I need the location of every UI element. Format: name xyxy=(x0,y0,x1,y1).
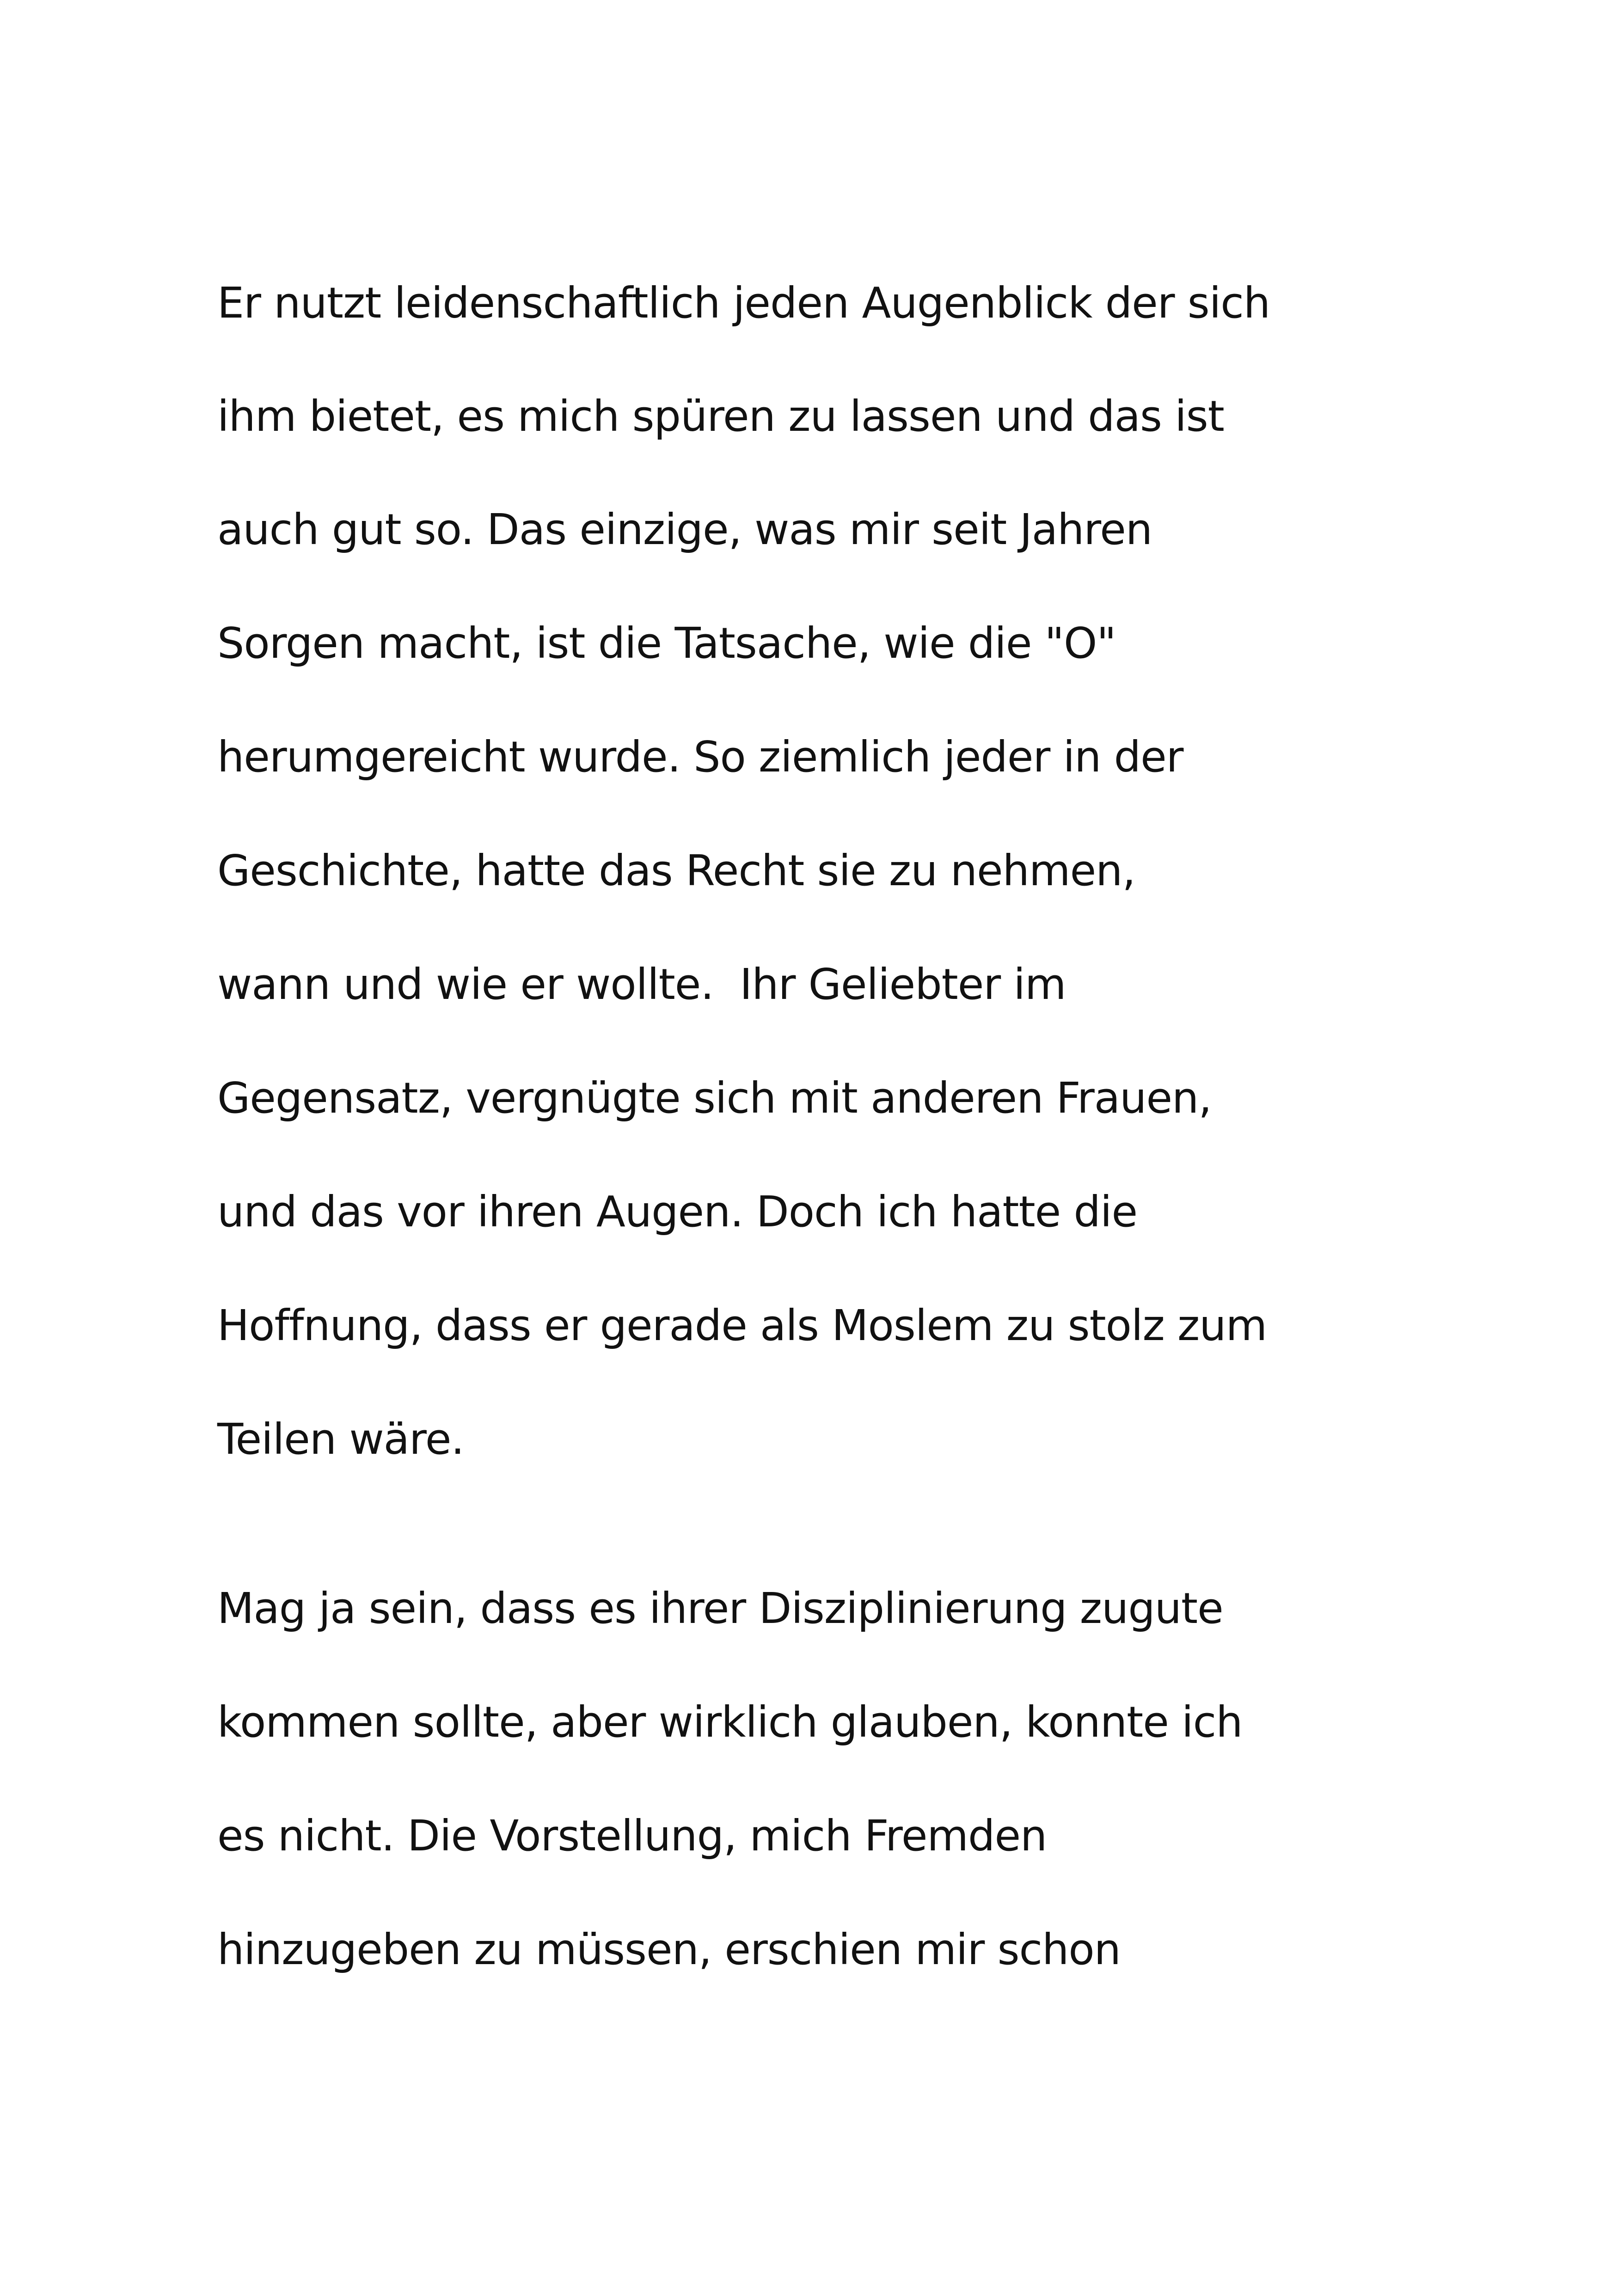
text-line: Hoffnung, dass er gerade als Moslem zu stolz zum xyxy=(217,1301,1267,1350)
text-line: Er nutzt leidenschaftlich jeden Augenblick der sich xyxy=(217,278,1270,328)
text-line: hinzugeben zu müssen, erschien mir schon xyxy=(217,1925,1121,1974)
text-line: und das vor ihren Augen. Doch ich hatte die xyxy=(217,1187,1138,1237)
text-line: Sorgen macht, ist die Tatsache, wie die "O" xyxy=(217,618,1116,668)
text-line: Mag ja sein, dass es ihrer Disziplinierung zugute xyxy=(217,1584,1223,1633)
text-line: Geschichte, hatte das Recht sie zu nehmen, xyxy=(217,846,1135,895)
text-line: ihm bietet, es mich spüren zu lassen und das ist xyxy=(217,392,1224,441)
text-line: Teilen wäre. xyxy=(217,1414,464,1464)
text-line: es nicht. Die Vorstellung, mich Fremden xyxy=(217,1811,1047,1861)
text-line: kommen sollte, aber wirklich glauben, konnte ich xyxy=(217,1697,1243,1747)
text-line: wann und wie er wollte. Ihr Geliebter im xyxy=(217,960,1066,1009)
text-line: auch gut so. Das einzige, was mir seit Jahren xyxy=(217,505,1152,554)
text-line: Gegensatz, vergnügte sich mit anderen Frauen, xyxy=(217,1073,1212,1123)
text-line: herumgereicht wurde. So ziemlich jeder in der xyxy=(217,732,1183,782)
